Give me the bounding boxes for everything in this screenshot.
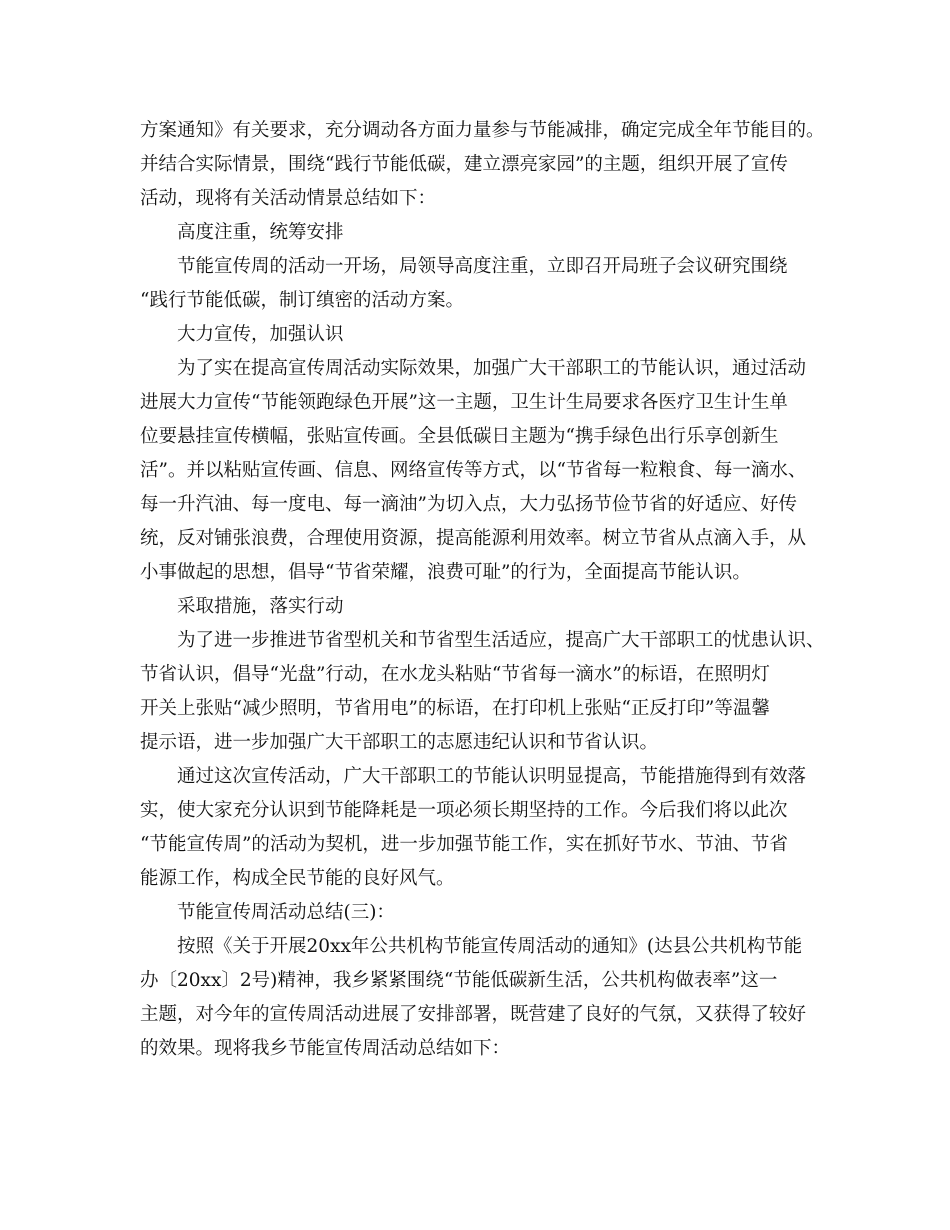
paragraph-line: 每一升汽油、每一度电、每一滴油”为切入点，大力弘扬节俭节省的好适应、好传	[140, 494, 797, 515]
paragraph-line: “节能宣传周”的活动为契机，进一步加强节能工作，实在抓好节水、节油、节省	[140, 834, 788, 855]
paragraph-line: 采取措施，落实行动	[177, 596, 344, 617]
paragraph-line: 办〔20xx〕2号)精神，我乡紧紧围绕“节能低碳新生活，公共机构做表率”这一	[140, 970, 778, 991]
paragraph-line: “践行节能低碳，制订缜密的活动方案。	[140, 290, 464, 311]
paragraph-line: 能源工作，构成全民节能的良好风气。	[140, 868, 455, 889]
paragraph-line: 提示语，进一步加强广大干部职工的志愿违纪认识和节省认识。	[140, 732, 659, 753]
paragraph-line: 活动，现将有关活动情景总结如下：	[140, 188, 437, 209]
document-body	[140, 114, 830, 1066]
paragraph-line: 为了实在提高宣传周活动实际效果，加强广大干部职工的节能认识，通过活动	[177, 358, 807, 379]
paragraph-line: 通过这次宣传活动，广大干部职工的节能认识明显提高，节能措施得到有效落	[177, 766, 807, 787]
paragraph-line: 小事做起的思想，倡导“节省荣耀，浪费可耻”的行为，全面提高节能认识。	[140, 562, 751, 583]
paragraph-line: 位要悬挂宣传横幅，张贴宣传画。全县低碳日主题为“携手绿色出行乐享创新生	[140, 426, 779, 447]
paragraph-line: 节省认识，倡导“光盘”行动，在水龙头粘贴“节省每一滴水”的标语，在照明灯	[140, 664, 770, 685]
paragraph-line: 方案通知》有关要求，充分调动各方面力量参与节能减排，确定完成全年节能目的。	[140, 120, 825, 141]
paragraph-line: 高度注重，统筹安排	[177, 222, 344, 243]
paragraph-line: 节能宣传周活动总结(三)：	[177, 902, 395, 923]
paragraph-line: 统，反对铺张浪费，合理使用资源，提高能源利用效率。树立节省从点滴入手，从	[140, 528, 807, 549]
paragraph-line: 大力宣传，加强认识	[177, 324, 344, 345]
paragraph-line: 实，使大家充分认识到节能降耗是一项必须长期坚持的工作。今后我们将以此次	[140, 800, 788, 821]
paragraph-line: 活”。并以粘贴宣传画、信息、网络宣传等方式，以“节省每一粒粮食、每一滴水、	[140, 460, 807, 481]
paragraph-line: 的效果。现将我乡节能宣传周活动总结如下：	[140, 1038, 511, 1059]
paragraph-line: 进展大力宣传“节能领跑绿色开展”这一主题，卫生计生局要求各医疗卫生计生单	[140, 392, 788, 413]
paragraph-line: 并结合实际情景，围绕“践行节能低碳，建立漂亮家园”的主题，组织开展了宣传	[140, 154, 788, 175]
paragraph-line: 开关上张贴“减少照明，节省用电”的标语，在打印机上张贴“正反打印”等温馨	[140, 698, 770, 719]
paragraph-line: 为了进一步推进节省型机关和节省型生活适应，提高广大干部职工的忧患认识、	[177, 630, 825, 651]
paragraph-line: 主题，对今年的宣传周活动进展了安排部署，既营建了良好的气氛，又获得了较好	[140, 1004, 807, 1025]
paragraph-line: 按照《关于开展20xx年公共机构节能宣传周活动的通知》(达县公共机构节能	[177, 936, 803, 957]
paragraph-line: 节能宣传周的活动一开场，局领导高度注重，立即召开局班子会议研究围绕	[177, 256, 788, 277]
